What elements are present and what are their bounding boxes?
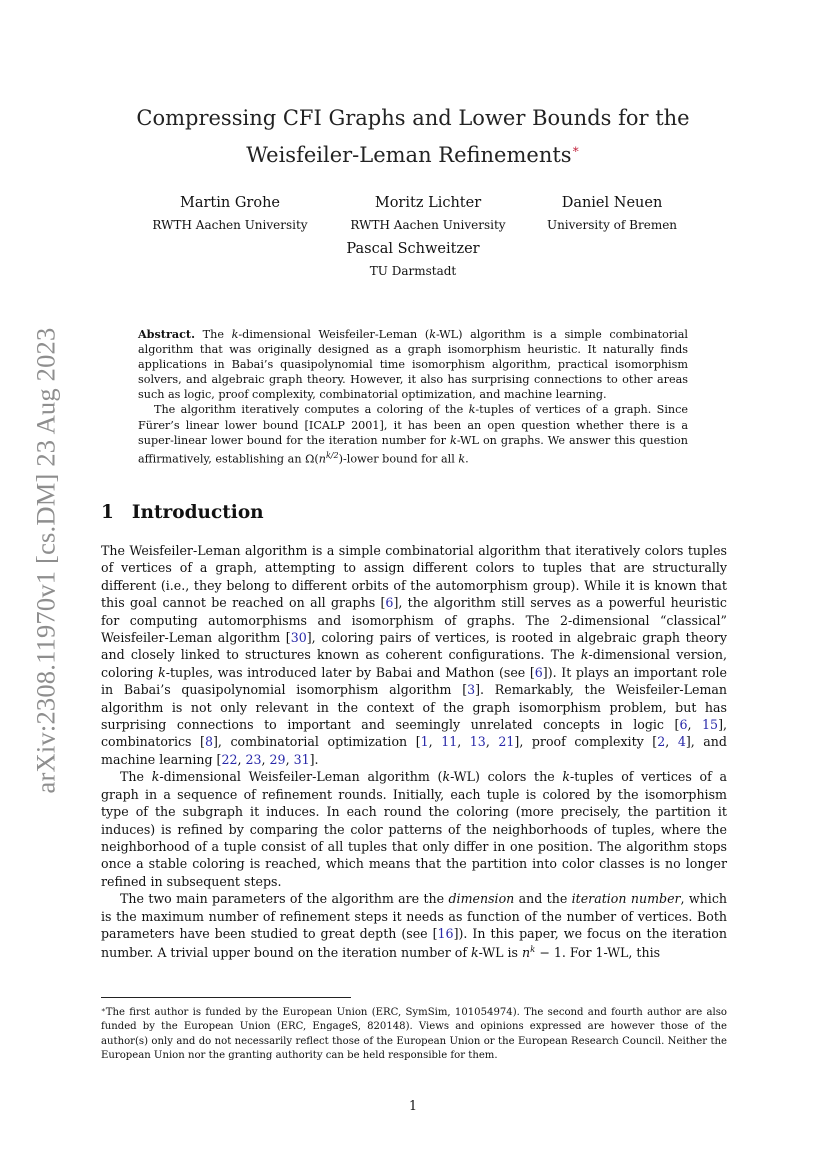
author-block-grohe: [130, 194, 330, 234]
citation-link[interactable]: 3: [467, 682, 476, 698]
author-block-schweitzer: [313, 240, 513, 280]
section-number: 1: [101, 502, 114, 523]
abstract-paragraph-1: Abstract. The k-dimensional Weisfeiler-Leman (k-WL) algorithm is a simple combinatorial algorithm that was originally designed as a graph isomorphism heuristic. It naturally finds applications in Babai’s quasipolynomial time isomorphism algorithm, practical isomorphism solvers, and algebraic graph theory. However, it also has surprising connections to other areas such as logic, proof complexity, combinatorial optimization, and machine learning.: [138, 327, 689, 402]
title-line-1: Compressing CFI Graphs and Lower Bounds for the: [136, 106, 690, 130]
abstract-label: Abstract.: [138, 327, 195, 341]
author-block-neuen: [512, 194, 712, 234]
author-affiliation: RWTH Aachen University: [350, 218, 506, 232]
title-line-2: Weisfeiler-Leman Refinements: [246, 143, 572, 167]
citation-link[interactable]: 16: [437, 925, 454, 941]
citation-link[interactable]: 31: [293, 751, 310, 767]
arxiv-identifier-text: arXiv:2308.11970v1 [cs.DM] 23 Aug 2023: [30, 327, 61, 793]
arxiv-identifier-stamp: [28, 325, 64, 795]
citation-link[interactable]: 1: [420, 734, 429, 750]
author-affiliation: University of Bremen: [546, 218, 678, 232]
page-number: 1: [408, 1098, 417, 1113]
body-paragraph-3: The two main parameters of the algorithm are the dimension and the iteration number, which is the maximum number of refinement steps it needs as function of the number of vertices. Both parameters have been studied to great depth (see [16]). In this paper, we focus on the iteration number. A trivial upper bound on the iteration number of k-WL is $n^k - 1$. For 1-WL, this: [101, 891, 727, 961]
title-footnote-link[interactable]: ∗: [571, 142, 580, 156]
citation-link[interactable]: 15: [702, 717, 719, 733]
footnote: [101, 1003, 727, 1063]
citation-link[interactable]: 6: [679, 717, 688, 733]
citation-link[interactable]: 6: [534, 664, 543, 680]
paper-title: [100, 103, 726, 171]
citation-link[interactable]: 30: [290, 630, 307, 646]
author-affiliation: RWTH Aachen University: [152, 218, 308, 232]
author-name: Daniel Neuen: [561, 195, 663, 211]
section-heading-introduction: [101, 502, 264, 523]
citation-link[interactable]: 2: [657, 734, 666, 750]
footnote-text: The first author is funded by the European Union (ERC, SymSim, 101054974). The second and fourth author are also funded by the European Union (ERC, EngageS, 820148). Views and opinions expressed are however those of the author(s) only and do not necessarily reflect those of the European Union or the European Research Council. Neither the European Union nor the granting authority can be held responsible for them.: [101, 1007, 727, 1061]
author-affiliation: TU Darmstadt: [369, 264, 457, 278]
citation-link[interactable]: 13: [469, 734, 486, 750]
footnote-divider: [101, 997, 351, 998]
citation-link[interactable]: 29: [269, 751, 286, 767]
citation-link[interactable]: 23: [245, 751, 262, 767]
citation-link[interactable]: 11: [441, 734, 458, 750]
section-title: Introduction: [131, 502, 264, 523]
introduction-body: [101, 542, 727, 962]
footnote-mark: ∗: [101, 1006, 106, 1014]
author-name: Moritz Lichter: [374, 195, 482, 211]
author-name: Martin Grohe: [180, 195, 280, 211]
abstract-paragraph-2: The algorithm iteratively computes a coloring of the k-tuples of vertices of a graph. Since Fürer’s linear lower bound [ICALP 2001], it has been an open question whether there is a super-linear lower bound for the iteration number for k-WL on graphs. We answer this question affirmatively, establishing an $\Omega(n^{k/2})$-lower bound for all k.: [138, 403, 688, 466]
body-paragraph-1: The Weisfeiler-Leman algorithm is a simple combinatorial algorithm that iteratively colors tuples of vertices of a graph, attempting to assign different colors to tuples that are structurally different (i.e., they belong to different orbits of the automorphism group). While it is known that this goal cannot be reached on all graphs [6], the algorithm still serves as a powerful heuristic for computing automorphisms and isomorphism of graphs. The 2-dimensional “classical” Weisfeiler-Leman algorithm [30], coloring pairs of vertices, is rooted in algebraic graph theory and closely linked to structures known as coherent configurations. The k-dimensional version, coloring k-tuples, was introduced later by Babai and Mathon (see [6]). It plays an important role in Babai’s quasipolynomial isomorphism algorithm [3]. Remarkably, the Weisfeiler-Leman algorithm is not only relevant in the context of the graph isomorphism problem, but has surprising connections to important and seemingly unrelated concepts in logic [6, 15], combinatorics [8], combinatorial optimization [1, 11, 13, 21], proof complexity [2, 4], and machine learning [22, 23, 29, 31].: [101, 543, 728, 767]
abstract: [138, 327, 688, 467]
body-paragraph-2: The k-dimensional Weisfeiler-Leman algorithm (k-WL) colors the k-tuples of vertices of a graph in a sequence of refinement rounds. Initially, each tuple is colored by the isomorphism type of the subgraph it induces. In each round the coloring (more precisely, the partition it induces) is refined by comparing the color patterns of the neighborhoods of tuples, where the neighborhood of a tuple consist of all tuples that only differ in one position. The algorithm stops once a stable coloring is reached, which means that the partition into color classes is no longer refined in subsequent steps.: [101, 769, 727, 889]
author-name: Pascal Schweitzer: [346, 241, 480, 257]
citation-link[interactable]: 22: [221, 751, 238, 767]
citation-link[interactable]: 8: [204, 734, 213, 750]
citation-link[interactable]: 4: [677, 734, 686, 750]
author-block-lichter: [328, 194, 528, 234]
citation-link[interactable]: 6: [385, 595, 394, 611]
citation-link[interactable]: 21: [498, 734, 515, 750]
